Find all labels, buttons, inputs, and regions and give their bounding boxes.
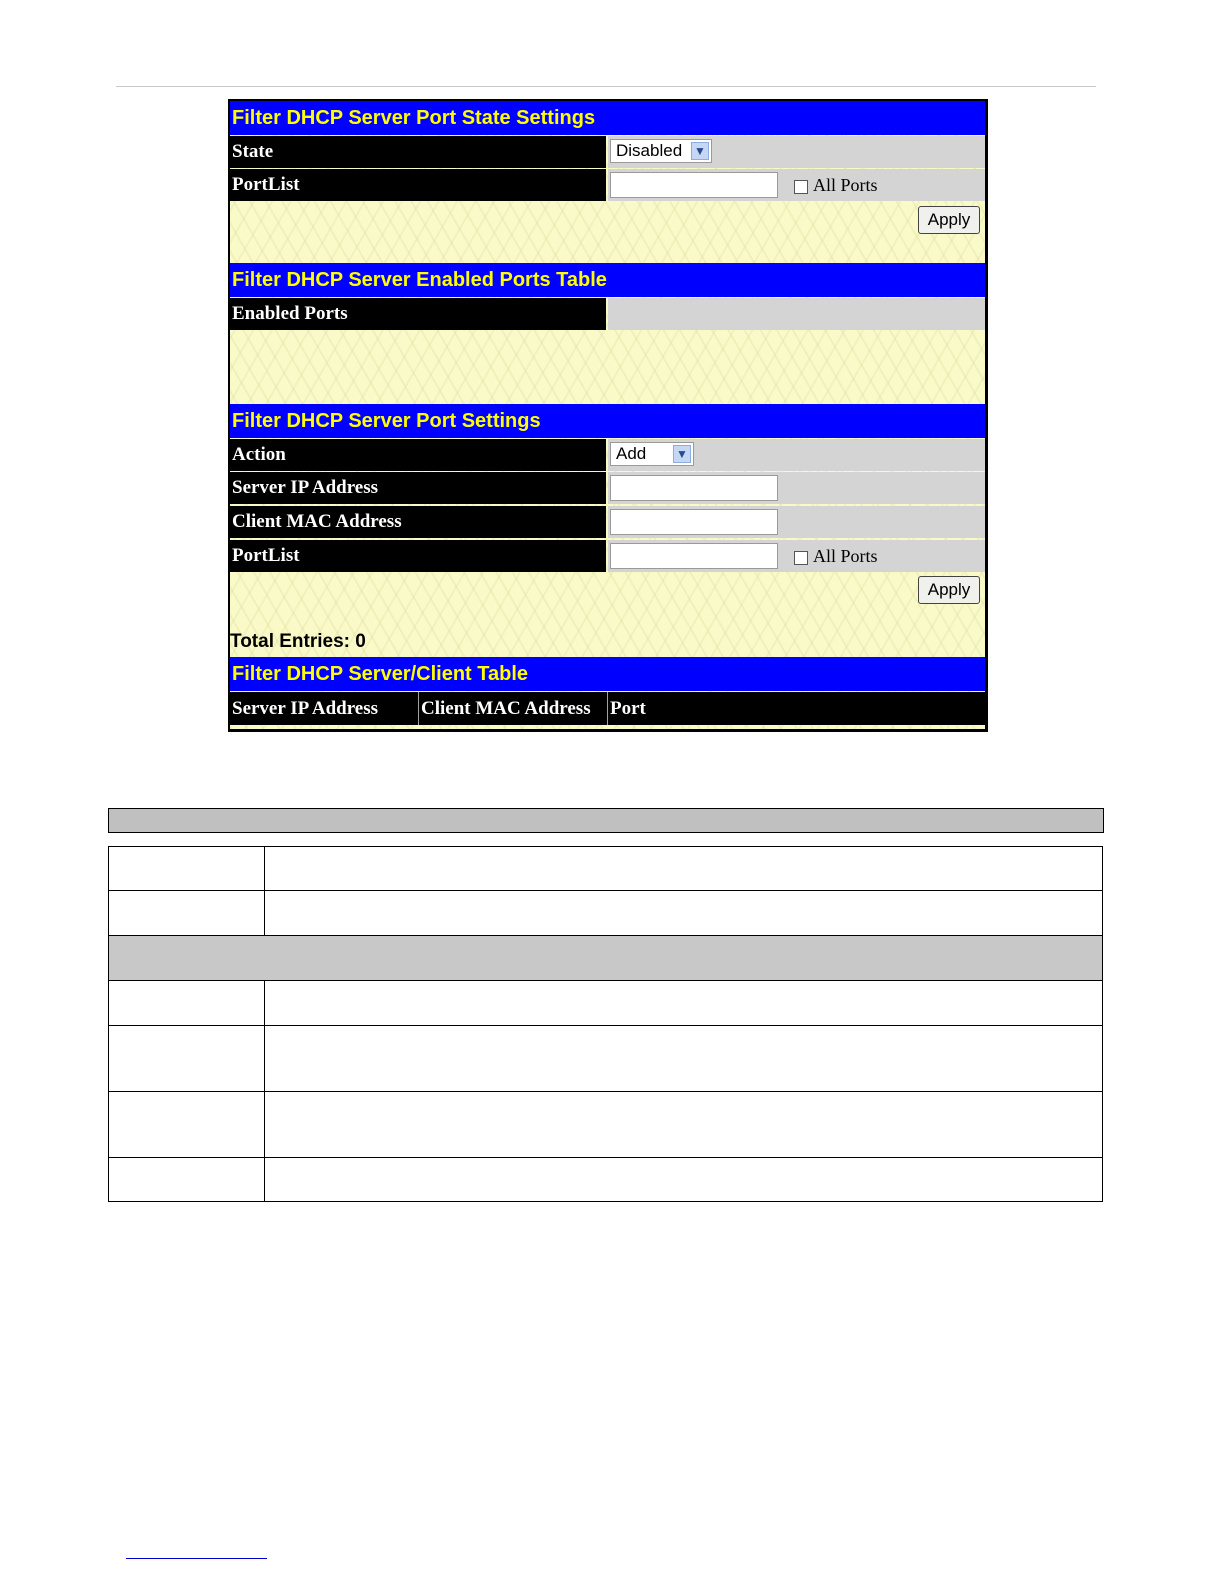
table-row <box>109 1092 1103 1158</box>
client-table-title: Filter DHCP Server/Client Table <box>230 657 985 691</box>
column-server-ip: Server IP Address <box>232 698 379 719</box>
column-port: Port <box>610 698 646 719</box>
port-settings-apply-button[interactable]: Apply <box>918 576 980 604</box>
action-label: Action <box>230 439 606 471</box>
state-select-value: Disabled <box>616 141 683 160</box>
client-mac-input[interactable] <box>610 509 778 535</box>
portlist-row <box>230 169 985 201</box>
client-mac-label: Client MAC Address <box>230 506 606 538</box>
state-apply-button[interactable]: Apply <box>918 206 980 234</box>
server-ip-row <box>230 472 985 504</box>
client-table-header <box>230 692 985 725</box>
port-settings-title: Filter DHCP Server Port Settings <box>230 404 985 438</box>
server-ip-input[interactable] <box>610 475 778 501</box>
state-value-cell <box>608 136 985 168</box>
header-rule <box>116 86 1096 87</box>
action-value-cell <box>608 439 985 471</box>
portlist-input[interactable] <box>610 172 778 198</box>
state-label: State <box>230 136 606 168</box>
port-settings-portlist-label: PortList <box>230 540 606 572</box>
table-row <box>109 1158 1103 1202</box>
enabled-ports-label: Enabled Ports <box>230 298 606 330</box>
table-row <box>109 981 1103 1026</box>
table-row <box>109 891 1103 936</box>
dhcp-filter-panel <box>228 99 988 732</box>
all-ports-label: All Ports <box>813 175 878 195</box>
table-section-row <box>109 936 1103 981</box>
port-settings-portlist-row <box>230 540 985 572</box>
chevron-down-icon[interactable]: ▼ <box>691 142 709 160</box>
port-settings-all-ports-checkbox[interactable] <box>794 551 808 565</box>
action-select-value: Add <box>616 444 647 463</box>
column-client-mac: Client MAC Address <box>421 698 591 719</box>
table-row <box>109 847 1103 891</box>
action-row <box>230 439 985 471</box>
client-mac-value-cell <box>608 506 985 538</box>
table-row <box>109 1026 1103 1092</box>
server-ip-value-cell <box>608 472 985 504</box>
client-mac-row <box>230 506 985 538</box>
enabled-ports-table-title: Filter DHCP Server Enabled Ports Table <box>230 263 985 297</box>
action-select[interactable] <box>610 442 694 466</box>
port-settings-all-ports-label: All Ports <box>813 546 878 566</box>
chevron-down-icon[interactable]: ▼ <box>673 445 691 463</box>
portlist-label: PortList <box>230 169 606 201</box>
server-ip-label: Server IP Address <box>230 472 606 504</box>
state-settings-title: Filter DHCP Server Port State Settings <box>230 101 985 135</box>
state-select[interactable] <box>610 139 712 163</box>
total-entries: Total Entries: 0 <box>230 631 366 652</box>
parameter-table-header <box>108 808 1104 833</box>
enabled-ports-row <box>230 298 985 330</box>
state-row <box>230 136 985 168</box>
enabled-ports-value <box>608 298 985 330</box>
port-settings-portlist-input[interactable] <box>610 543 778 569</box>
port-settings-portlist-value-cell <box>608 540 985 572</box>
parameter-table <box>108 846 1103 1202</box>
all-ports-checkbox[interactable] <box>794 180 808 194</box>
portlist-value-cell <box>608 169 985 201</box>
footer-link-rule <box>126 1558 267 1559</box>
